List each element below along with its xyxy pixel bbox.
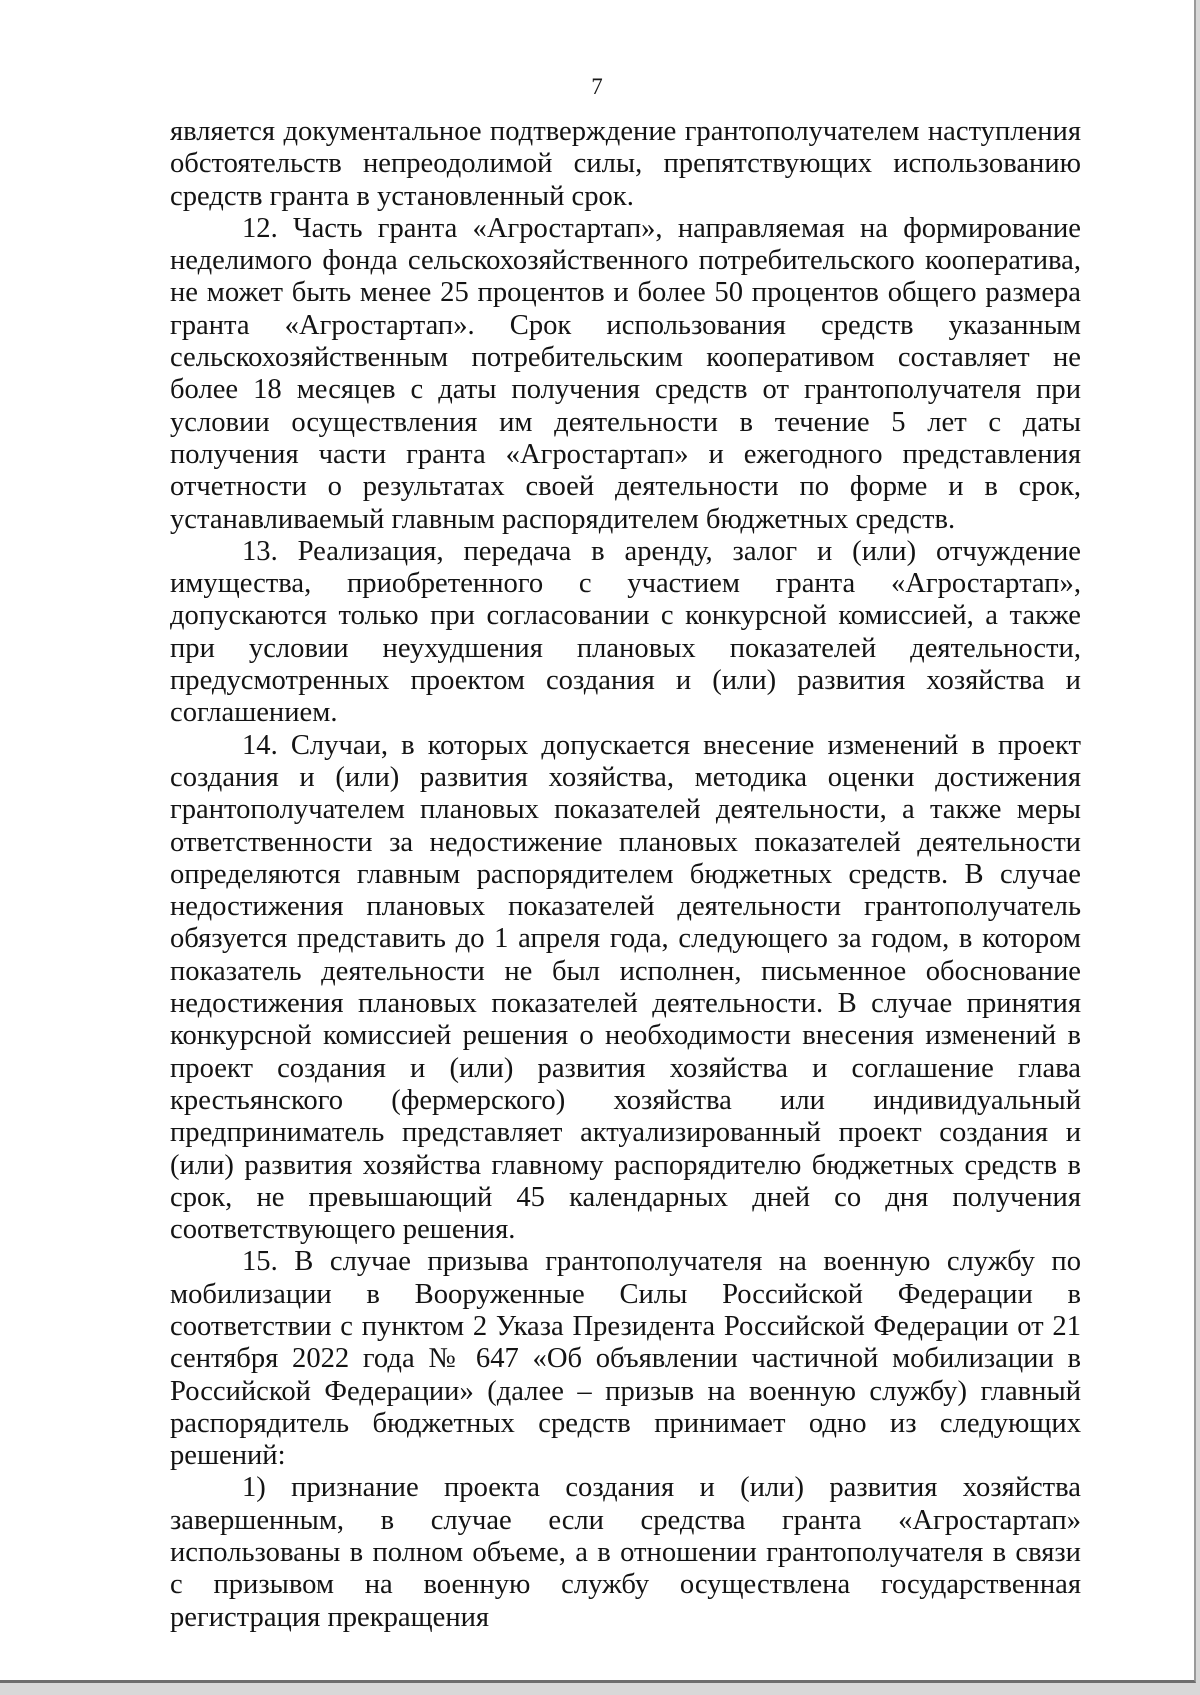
paragraph-13: 13. Реализация, передача в аренду, залог и (или) отчуждение имущества, приобретенного с участием гранта «Агростартап», допускаются только при согласовании с конкурсной комиссией, а также при условии неухудшения плановых показателей деятельности, предусмотренных проектом создания и (или) развития хозяйства и соглашением. (170, 535, 1081, 729)
paragraph-15-item-1: 1) признание проекта создания и (или) развития хозяйства завершенным, в случае если средства гранта «Агростартап» использованы в полном объеме, а в отношении грантополучателя в связи с призывом на военную службу осуществлена государственная регистрация прекращения (170, 1472, 1081, 1633)
page-number: 7 (591, 74, 603, 99)
paragraph-15: 15. В случае призыва грантополучателя на военную службу по мобилизации в Вооруженные Силы Российской Федерации в соответствии с пунктом 2 Указа Президента Российской Федерации от 21 сентября 2022 года № 647 «Об объявлении частичной мобилизации в Российской Федерации» (далее – призыв на военную службу) главный распорядитель бюджетных средств принимает одно из следующих решений: (170, 1246, 1081, 1472)
document-body (170, 116, 1081, 1634)
paragraph-14: 14. Случаи, в которых допускается внесение изменений в проект создания и (или) развития хозяйства, методика оценки достижения грантополучателем плановых показателей деятельности, а также меры ответственности за недостижение плановых показателей деятельности определяются главным распорядителем бюджетных средств. В случае недостижения плановых показателей деятельности грантополучатель обязуется представить до 1 апреля года, следующего за годом, в котором показатель деятельности не был исполнен, письменное обоснование недостижения плановых показателей деятельности. В случае принятия конкурсной комиссией решения о необходимости внесения изменений в проект создания и (или) развития хозяйства и соглашение глава крестьянского (фермерского) хозяйства или индивидуальный предприниматель представляет актуализированный проект создания и (или) развития хозяйства главному распорядителю бюджетных средств в срок, не превышающий 45 календарных дней со дня получения соответствующего решения. (170, 729, 1081, 1246)
paragraph-12: 12. Часть гранта «Агростартап», направляемая на формирование неделимого фонда сельскохозяйственного потребительского кооператива, не может быть менее 25 процентов и более 50 процентов общего размера гранта «Агростартап». Срок использования средств указанным сельскохозяйственным потребительским кооперативом составляет не более 18 месяцев с даты получения средств от грантополучателя при условии осуществления им деятельности в течение 5 лет с даты получения части гранта «Агростартап» и ежегодного представления отчетности о результатах своей деятельности по форме и в срок, устанавливаемый главным распорядителем бюджетных средств. (170, 212, 1081, 535)
paragraph-continuation: является документальное подтверждение грантополучателем наступления обстоятельств непреодолимой силы, препятствующих использованию средств гранта в установленный срок. (170, 116, 1081, 212)
